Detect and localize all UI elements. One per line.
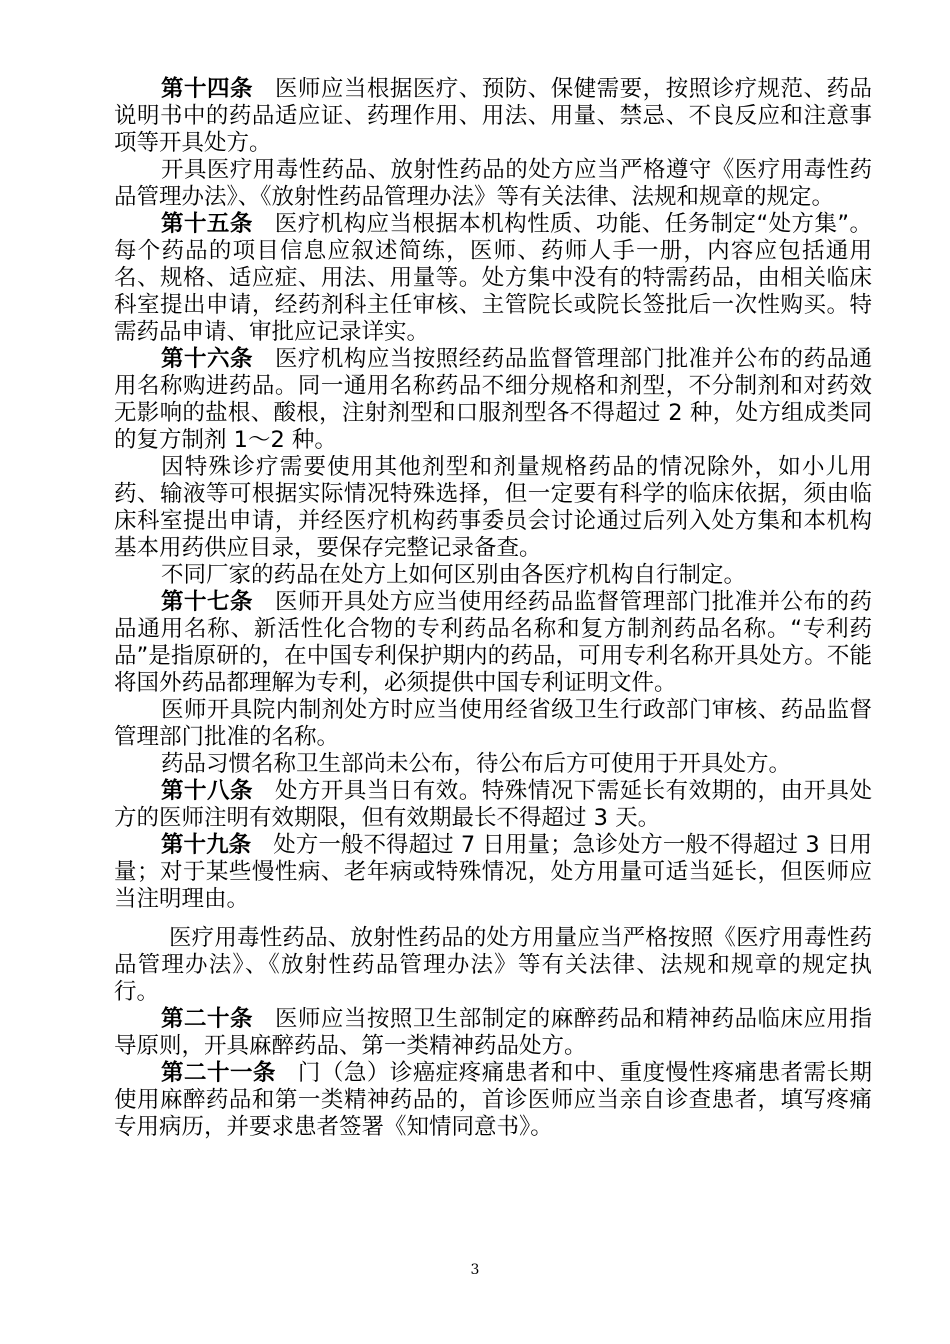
paragraph-art18 <box>114 778 872 832</box>
paragraph <box>114 925 872 1006</box>
article-number: 第十七条 <box>161 589 253 615</box>
article-number: 第十九条 <box>161 832 252 858</box>
paragraph-text: 处方一般不得超过 7 日用量；急诊处方一般不得超过 3 日用量；对于某些慢性病、老年病或特殊情况，处方用量可适当延长，但医师应当注明理由。 <box>114 832 872 912</box>
article-number: 第十八条 <box>161 778 253 804</box>
article-number: 第十四条 <box>161 76 253 102</box>
article-number: 第十六条 <box>161 346 253 372</box>
paragraph-art15 <box>114 211 872 346</box>
paragraph-text: 药品习惯名称卫生部尚未公布，待公布后方可使用于开具处方。 <box>161 751 792 777</box>
paragraph <box>114 454 872 562</box>
article-number: 第二十条 <box>161 1006 253 1032</box>
paragraph <box>114 157 872 211</box>
paragraph <box>114 697 872 751</box>
paragraph-text: 不同厂家的药品在处方上如何区别由各医疗机构自行制定。 <box>161 562 747 588</box>
paragraph-art19 <box>114 832 872 913</box>
article-number: 第十五条 <box>161 211 253 237</box>
paragraph-text: 因特殊诊疗需要使用其他剂型和剂量规格药品的情况除外，如小儿用药、输液等可根据实际情况特殊选择，但一定要有科学的临床依据，须由临床科室提出申请，并经医疗机构药事委员会讨论通过后列入处方集和本机构基本用药供应目录，要保存完整记录备查。 <box>114 454 872 561</box>
paragraph-text: 医师开具院内制剂处方时应当使用经省级卫生行政部门审核、药品监督管理部门批准的名称。 <box>114 697 872 750</box>
paragraph <box>114 562 872 589</box>
paragraph-text: 医师开具处方应当使用经药品监督管理部门批准并公布的药品通用名称、新活性化合物的专利药品名称和复方制剂药品名称。“专利药品”是指原研的，在中国专利保护期内的药品，可用专利名称开具处方。不能将国外药品都理解为专利，必须提供中国专利证明文件。 <box>114 589 872 696</box>
paragraph-text: 门（急）诊癌症疼痛患者和中、重度慢性疼痛患者需长期使用麻醉药品和第一类精神药品的，首诊医师应当亲自诊查患者，填写疼痛专用病历，并要求患者签署《知情同意书》。 <box>114 1060 872 1140</box>
paragraph-text: 医师应当根据医疗、预防、保健需要，按照诊疗规范、药品说明书中的药品适应证、药理作用、用法、用量、禁忌、不良反应和注意事项等开具处方。 <box>114 76 872 156</box>
paragraph-text: 医师应当按照卫生部制定的麻醉药品和精神药品临床应用指导原则，开具麻醉药品、第一类精神药品处方。 <box>114 1006 872 1059</box>
paragraph-art20 <box>114 1006 872 1060</box>
paragraph-text: 开具医疗用毒性药品、放射性药品的处方应当严格遵守《医疗用毒性药品管理办法》、《放射性药品管理办法》等有关法律、法规和规章的规定。 <box>114 157 872 210</box>
paragraph-text: 处方开具当日有效。特殊情况下需延长有效期的，由开具处方的医师注明有效期限，但有效期最长不得超过 3 天。 <box>114 778 872 831</box>
paragraph-text: 医疗机构应当按照经药品监督管理部门批准并公布的药品通用名称购进药品。同一通用名称药品不细分规格和剂型，不分制剂和对药效无影响的盐根、酸根，注射剂型和口服剂型各不得超过 2 种，处方组成类同的复方制剂 1～2 种。 <box>114 346 872 453</box>
paragraph-art14 <box>114 76 872 157</box>
document-body <box>114 76 872 1141</box>
paragraph-text: 医疗用毒性药品、放射性药品的处方用量应当严格按照《医疗用毒性药品管理办法》、《放射性药品管理办法》等有关法律、法规和规章的规定执行。 <box>114 925 872 1005</box>
paragraph <box>114 751 872 778</box>
paragraph-text: 医疗机构应当根据本机构性质、功能、任务制定“处方集”。每个药品的项目信息应叙述简练，医师、药师人手一册，内容应包括通用名、规格、适应症、用法、用量等。处方集中没有的特需药品，由相关临床科室提出申请，经药剂科主任审核、主管院长或院长签批后一次性购买。特需药品申请、审批应记录详实。 <box>114 211 872 345</box>
paragraph-art17 <box>114 589 872 697</box>
page-number: 3 <box>470 1262 480 1278</box>
paragraph-art16 <box>114 346 872 454</box>
paragraph-art21 <box>114 1060 872 1141</box>
article-number: 第二十一条 <box>161 1060 276 1086</box>
